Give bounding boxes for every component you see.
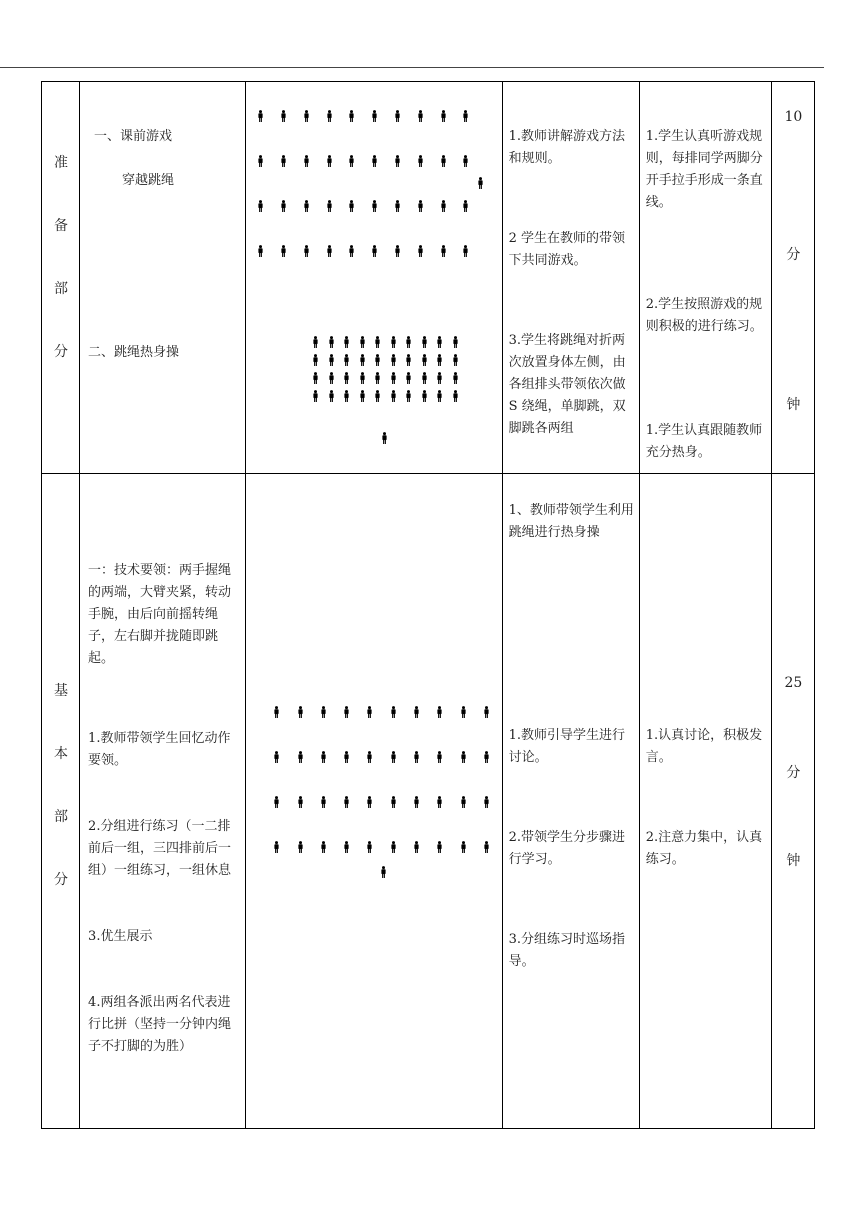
student-figure-icon xyxy=(391,706,396,718)
prep-item1-title: 一、课前游戏 xyxy=(94,129,173,144)
student-figure-icon xyxy=(360,372,365,384)
basic-student-cell xyxy=(639,474,771,1129)
prep-section-cell xyxy=(42,82,80,474)
student-figure-icon xyxy=(414,751,419,763)
student-figure-icon xyxy=(418,110,423,122)
header-rule xyxy=(0,67,824,68)
student-figure-icon xyxy=(360,354,365,366)
prep-organization-cell xyxy=(246,82,502,474)
student-figure-icon xyxy=(298,751,303,763)
student-figure-icon xyxy=(395,155,400,167)
student-figure-icon xyxy=(441,200,446,212)
student-figure-icon xyxy=(344,841,349,853)
student-figure-icon xyxy=(441,155,446,167)
basic-content-p1: 一：技术要领：两手握绳的两端，大臂夹紧，转动手腕，由后向前摇转绳子，左右脚并拢随即跳起。 xyxy=(88,563,232,666)
student-figure-icon xyxy=(344,354,349,366)
student-figure-icon xyxy=(395,245,400,257)
student-figure-icon xyxy=(344,372,349,384)
student-figure-icon xyxy=(321,706,326,718)
student-figure-icon xyxy=(461,706,466,718)
prep-teacher-p3: 3.学生将跳绳对折两次放置身体左侧，由各组排头带领依次做 S 绕绳，单脚跳，双脚跳各两组 xyxy=(508,333,630,436)
student-figure-icon xyxy=(418,245,423,257)
student-figure-icon xyxy=(329,372,334,384)
prep-section-char: 部 xyxy=(54,281,68,297)
basic-teacher-cell xyxy=(502,474,639,1129)
basic-time-value: 25 xyxy=(784,675,803,691)
student-figure-icon xyxy=(391,372,396,384)
student-figure-icon xyxy=(463,200,468,212)
student-figure-icon xyxy=(406,390,411,402)
student-figure-icon xyxy=(313,336,318,348)
student-figure-icon xyxy=(463,155,468,167)
basic-time-unit2: 钟 xyxy=(786,853,801,869)
basic-time-cell xyxy=(771,474,814,1129)
basic-time-label xyxy=(772,672,815,872)
student-figure-icon xyxy=(453,372,458,384)
student-figure-icon xyxy=(461,841,466,853)
basic-content-text xyxy=(88,516,243,1102)
student-figure-icon xyxy=(327,110,332,122)
teacher-figure-icon xyxy=(382,432,387,444)
basic-section-char: 基 xyxy=(54,683,68,699)
lesson-plan-table xyxy=(41,81,815,1129)
student-figure-icon xyxy=(349,110,354,122)
teacher-figure-icon xyxy=(381,866,386,878)
student-figure-icon xyxy=(304,200,309,212)
student-figure-icon xyxy=(321,796,326,808)
student-figure-icon xyxy=(391,390,396,402)
basic-content-p5: 4.两组各派出两名代表进行比拼（坚持一分钟内绳子不打脚的为胜） xyxy=(88,995,232,1054)
student-figure-icon xyxy=(313,390,318,402)
student-figure-icon xyxy=(375,354,380,366)
student-figure-icon xyxy=(329,390,334,402)
student-figure-icon xyxy=(281,110,286,122)
student-figure-icon xyxy=(281,245,286,257)
student-figure-icon xyxy=(329,336,334,348)
basic-organization-cell xyxy=(246,474,502,1129)
student-figure-icon xyxy=(321,751,326,763)
student-figure-icon xyxy=(484,796,489,808)
prep-content-cell xyxy=(80,82,246,474)
basic-student-text xyxy=(646,681,770,915)
student-figure-icon xyxy=(258,155,263,167)
student-figure-icon xyxy=(437,706,442,718)
student-figure-icon xyxy=(344,706,349,718)
student-figure-icon xyxy=(360,336,365,348)
student-figure-icon xyxy=(372,110,377,122)
student-figure-icon xyxy=(437,354,442,366)
prep-section-char: 分 xyxy=(54,344,68,360)
student-figure-icon xyxy=(344,336,349,348)
student-figure-icon xyxy=(304,110,309,122)
student-figure-icon xyxy=(298,706,303,718)
student-figure-icon xyxy=(484,706,489,718)
prep-teacher-p2: 2 学生在教师的带领下共同游戏。 xyxy=(508,231,625,268)
prep-time-cell xyxy=(771,82,814,474)
student-figure-icon xyxy=(281,155,286,167)
student-figure-icon xyxy=(406,354,411,366)
prep-section-label xyxy=(42,152,80,404)
student-figure-icon xyxy=(367,796,372,808)
student-figure-icon xyxy=(372,200,377,212)
student-figure-icon xyxy=(437,751,442,763)
student-figure-icon xyxy=(391,354,396,366)
basic-content-p4: 3.优生展示 xyxy=(88,929,153,944)
student-figure-icon xyxy=(360,390,365,402)
student-figure-icon xyxy=(304,245,309,257)
student-figure-icon xyxy=(344,796,349,808)
student-figure-icon xyxy=(484,751,489,763)
student-figure-icon xyxy=(349,200,354,212)
prep-student-text xyxy=(646,82,770,508)
student-figure-icon xyxy=(422,372,427,384)
student-figure-icon xyxy=(344,390,349,402)
student-figure-icon xyxy=(372,245,377,257)
basic-time-unit1: 分 xyxy=(786,765,801,781)
student-figure-icon xyxy=(441,110,446,122)
basic-content-p2: 1.教师带领学生回忆动作要领。 xyxy=(88,731,231,768)
student-figure-icon xyxy=(258,110,263,122)
student-figure-icon xyxy=(349,155,354,167)
student-figure-icon xyxy=(327,155,332,167)
student-figure-icon xyxy=(437,841,442,853)
student-figure-icon xyxy=(395,110,400,122)
student-figure-icon xyxy=(375,390,380,402)
student-figure-icon xyxy=(313,372,318,384)
prep-item1-sub: 穿越跳绳 xyxy=(122,173,175,188)
prep-teacher-p1: 1.教师讲解游戏方法和规则。 xyxy=(508,129,625,166)
student-figure-icon xyxy=(453,354,458,366)
student-figure-icon xyxy=(484,841,489,853)
student-figure-icon xyxy=(437,796,442,808)
student-figure-icon xyxy=(391,336,396,348)
student-figure-icon xyxy=(344,751,349,763)
prep-time-label xyxy=(772,106,815,416)
prep-section-char: 备 xyxy=(54,218,68,234)
student-figure-icon xyxy=(367,751,372,763)
prep-teacher-cell xyxy=(502,82,639,540)
student-figure-icon xyxy=(274,706,279,718)
student-figure-icon xyxy=(313,354,318,366)
student-figure-icon xyxy=(463,245,468,257)
student-figure-icon xyxy=(441,245,446,257)
prep-teacher-p4: 1、教师带领学生利用跳绳进行热身操 xyxy=(508,503,634,540)
student-figure-icon xyxy=(406,336,411,348)
prep-section-char: 准 xyxy=(54,155,68,171)
student-figure-icon xyxy=(437,372,442,384)
student-figure-icon xyxy=(406,372,411,384)
student-figure-icon xyxy=(367,706,372,718)
student-figure-icon xyxy=(422,336,427,348)
student-figure-icon xyxy=(375,336,380,348)
student-figure-icon xyxy=(391,841,396,853)
prep-time-unit2: 钟 xyxy=(786,397,801,413)
student-figure-icon xyxy=(461,796,466,808)
prep-item2-title: 二、跳绳热身操 xyxy=(88,345,180,360)
basic-section-char: 部 xyxy=(54,809,68,825)
basic-content-cell xyxy=(80,474,246,1129)
basic-section-cell xyxy=(42,474,80,1129)
student-figure-icon xyxy=(437,336,442,348)
prep-student-p2: 2.学生按照游戏的规则积极的进行练习。 xyxy=(645,297,763,334)
student-figure-icon xyxy=(395,200,400,212)
basic-row xyxy=(42,474,815,1129)
student-figure-icon xyxy=(437,390,442,402)
basic-student-p1: 1.认真讨论，积极发言。 xyxy=(645,728,763,765)
student-figure-icon xyxy=(298,841,303,853)
teacher-figure-icon xyxy=(478,177,483,189)
student-figure-icon xyxy=(367,841,372,853)
basic-section-char: 本 xyxy=(54,746,68,762)
student-figure-icon xyxy=(461,751,466,763)
prep-row xyxy=(42,82,815,474)
student-figure-icon xyxy=(418,200,423,212)
student-figure-icon xyxy=(418,155,423,167)
student-figure-icon xyxy=(414,796,419,808)
basic-teacher-p3: 3.分组练习时巡场指导。 xyxy=(508,932,625,969)
student-figure-icon xyxy=(274,796,279,808)
student-figure-icon xyxy=(258,200,263,212)
student-figure-icon xyxy=(329,354,334,366)
student-figure-icon xyxy=(453,390,458,402)
student-figure-icon xyxy=(375,372,380,384)
student-figure-icon xyxy=(349,245,354,257)
student-figure-icon xyxy=(327,245,332,257)
basic-teacher-p2: 2.带领学生分步骤进行学习。 xyxy=(508,830,625,867)
student-figure-icon xyxy=(274,751,279,763)
student-figure-icon xyxy=(463,110,468,122)
student-figure-icon xyxy=(274,841,279,853)
basic-teacher-text xyxy=(509,681,637,1017)
student-figure-icon xyxy=(422,354,427,366)
basic-section-char: 分 xyxy=(54,872,68,888)
basic-content-p3: 2.分组进行练习（一二排前后一组，三四排前后一组）一组练习，一组休息 xyxy=(88,819,232,878)
prep-student-p1: 1.学生认真听游戏规则，每排同学两脚分开手拉手形成一条直线。 xyxy=(645,129,763,210)
basic-teacher-p1: 1.教师引导学生进行讨论。 xyxy=(508,728,625,765)
prep-time-value: 10 xyxy=(784,109,803,125)
student-figure-icon xyxy=(422,390,427,402)
basic-section-label xyxy=(42,680,80,932)
student-figure-icon xyxy=(327,200,332,212)
student-figure-icon xyxy=(298,796,303,808)
student-figure-icon xyxy=(414,706,419,718)
prep-student-p3: 1.学生认真跟随教师充分热身。 xyxy=(645,423,763,460)
basic-student-p2: 2.注意力集中，认真练习。 xyxy=(645,830,763,867)
prep-time-unit1: 分 xyxy=(786,247,801,263)
prep-student-cell xyxy=(639,82,771,474)
student-figure-icon xyxy=(414,841,419,853)
student-figure-icon xyxy=(281,200,286,212)
student-figure-icon xyxy=(391,796,396,808)
student-figure-icon xyxy=(321,841,326,853)
student-figure-icon xyxy=(304,155,309,167)
student-figure-icon xyxy=(372,155,377,167)
student-figure-icon xyxy=(258,245,263,257)
student-figure-icon xyxy=(391,751,396,763)
student-figure-icon xyxy=(453,336,458,348)
